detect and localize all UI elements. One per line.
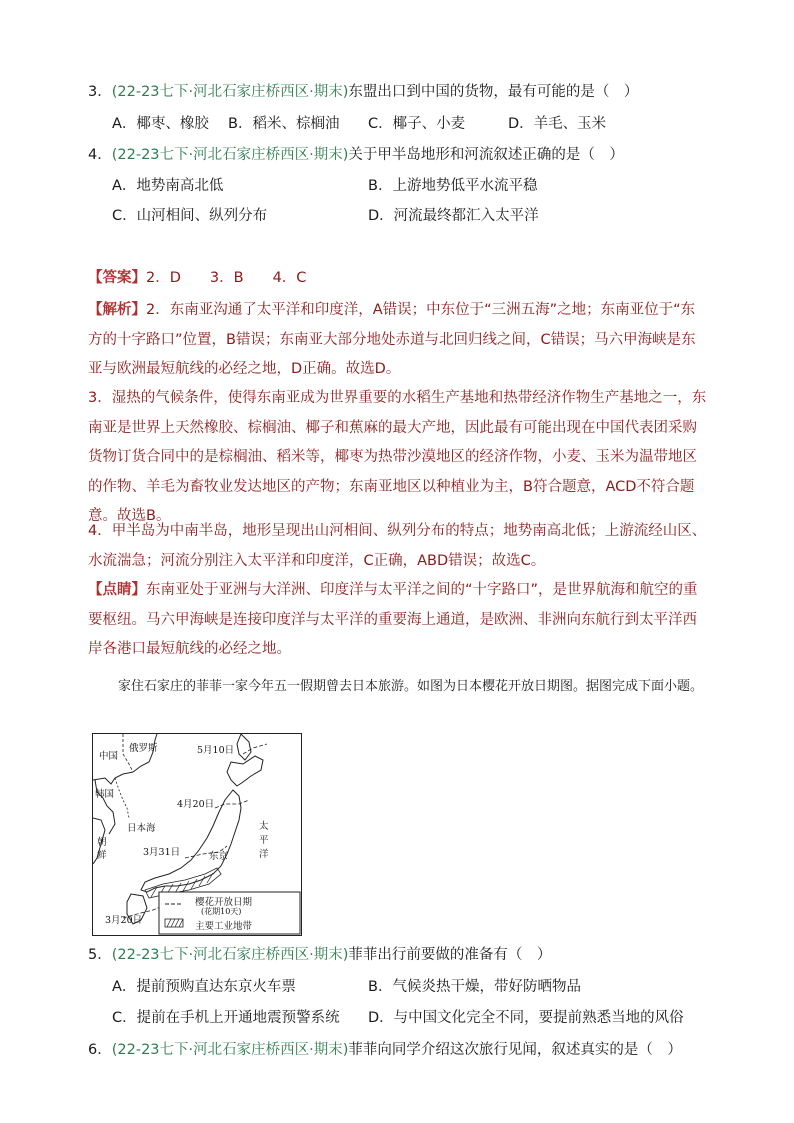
q4-option-b: B．上游地势低平水流平稳 bbox=[368, 178, 538, 194]
question-5 bbox=[88, 945, 551, 965]
question-stem: 菲菲向同学介绍这次旅行见闻，叙述真实的是（ ） bbox=[348, 1042, 682, 1058]
map-label-pacific-1: 太 bbox=[259, 821, 269, 832]
question-number: 5． bbox=[88, 947, 112, 963]
map-label-may-10: 5月10日 bbox=[197, 745, 235, 756]
comment-label: 【点睛】 bbox=[88, 582, 146, 598]
question-6 bbox=[88, 1040, 682, 1060]
legend-bloom-note: (花期10天) bbox=[201, 907, 242, 916]
q4-option-d: D．河流最终都汇入太平洋 bbox=[368, 208, 539, 224]
japan-cherry-blossom-map bbox=[92, 733, 302, 936]
question-source: (22-23七下·河北石家庄桥西区·期末) bbox=[111, 84, 349, 100]
question-number: 4． bbox=[88, 147, 112, 163]
map-label-tokyo: 东京 bbox=[209, 851, 229, 862]
analysis-p3 bbox=[88, 517, 708, 576]
map-label-sea-of-japan: 日本海 bbox=[127, 823, 156, 834]
analysis-text-1: 2．东南亚沟通了太平洋和印度洋，A错误；中东位于“三洲五海”之地；东南亚位于“东方的十字路口”位置，B错误；东南亚大部分地处赤道与北回归线之间，C错误；马六甲海峡是东亚与欧洲最短航线的必经之地，D正确。故选D。 bbox=[88, 302, 696, 377]
analysis-text-2: 3．湿热的气候条件，使得东南亚成为世界重要的水稻生产基地和热带经济作物生产基地之一，东南亚是世界上天然橡胶、棕榈油、椰子和蕉麻的最大产地，因此最有可能出现在中国代表团采购货物订货合同中的是棕榈油、稻米等，椰枣为热带沙漠地区的经济作物，小麦、玉米为温带地区的作物、羊毛为畜牧业发达地区的产物；东南亚地区以种植业为主，B符合题意，ACD不符合题意。故选B。 bbox=[88, 390, 707, 524]
answer-line bbox=[88, 268, 306, 288]
answer-text: 2．D 3．B 4．C bbox=[146, 270, 307, 286]
q3-option-b: B．稻米、棕榈油 bbox=[228, 116, 340, 132]
analysis-p2 bbox=[88, 384, 708, 532]
legend-bloom-label: 樱花开放日期 bbox=[195, 897, 253, 908]
analysis-label: 【解析】 bbox=[88, 302, 146, 318]
map-label-pacific-3: 洋 bbox=[259, 849, 269, 860]
q3-option-c: C．椰子、小麦 bbox=[368, 116, 466, 132]
question-stem: 关于甲半岛地形和河流叙述正确的是（ ） bbox=[348, 147, 624, 163]
question-source: (22-23七下·河北石家庄桥西区·期末) bbox=[111, 1042, 349, 1058]
answer-label: 【答案】 bbox=[88, 270, 146, 286]
map-label-apr-20: 4月20日 bbox=[177, 799, 215, 810]
map-label-russia: 俄罗斯 bbox=[129, 743, 158, 754]
comment-block bbox=[88, 576, 708, 665]
map-label-nk-2: 鲜 bbox=[97, 850, 107, 861]
q4-option-c: C．山河相间、纵列分布 bbox=[112, 208, 268, 224]
intro-text: 家住石家庄的菲菲一家今年五一假期曾去日本旅游。如图为日本樱花开放日期图。据图完成下面小题。 bbox=[118, 679, 704, 694]
question-stem: 菲菲出行前要做的准备有（ ） bbox=[348, 947, 552, 963]
question-source: (22-23七下·河北石家庄桥西区·期末) bbox=[111, 947, 349, 963]
map-label-mar-31: 3月31日 bbox=[143, 847, 181, 858]
map-label-pacific-2: 平 bbox=[259, 835, 269, 846]
q5-option-a: A．提前预购直达东京火车票 bbox=[112, 979, 296, 995]
analysis-p1 bbox=[88, 296, 708, 385]
legend-industry-label: 主要工业地带 bbox=[195, 921, 253, 932]
comment-text: 东南亚处于亚洲与大洋洲、印度洋与太平洋之间的“十字路口”，是世界航海和航空的重要枢纽。马六甲海峡是连接印度洋与太平洋的重要海上通道，是欧洲、非洲向东航行到太平洋西岸各港口最短航线的必经之地。 bbox=[88, 582, 698, 657]
map-label-nk-1: 朝 bbox=[97, 837, 107, 848]
question-4 bbox=[88, 145, 624, 165]
q5-option-d: D．与中国文化完全不同，要提前熟悉当地的风俗 bbox=[368, 1010, 684, 1026]
q3-option-d: D．羊毛、玉米 bbox=[508, 116, 607, 132]
question-stem: 东盟出口到中国的货物，最有可能的是（ ） bbox=[348, 84, 639, 100]
map-label-china: 中国 bbox=[99, 751, 119, 762]
q3-option-a: A．椰枣、橡胶 bbox=[112, 116, 209, 132]
q5-option-b: B．气候炎热干燥，带好防晒物品 bbox=[368, 979, 581, 995]
question-number: 3． bbox=[88, 84, 112, 100]
q4-option-a: A．地势南高北低 bbox=[112, 178, 224, 194]
map-label-mar-20: 3月20日 bbox=[105, 915, 143, 926]
question-3 bbox=[88, 82, 638, 102]
question-source: (22-23七下·河北石家庄桥西区·期末) bbox=[111, 147, 349, 163]
map-label-korea: 韩国 bbox=[95, 789, 115, 800]
q5-option-c: C．提前在手机上开通地震预警系统 bbox=[112, 1010, 340, 1026]
analysis-text-3: 4．甲半岛为中南半岛，地形呈现出山河相间、纵列分布的特点；地势南高北低；上游流经山区、水流湍急；河流分别注入太平洋和印度洋，C正确，ABD错误；故选C。 bbox=[88, 523, 707, 569]
question-number: 6． bbox=[88, 1042, 112, 1058]
